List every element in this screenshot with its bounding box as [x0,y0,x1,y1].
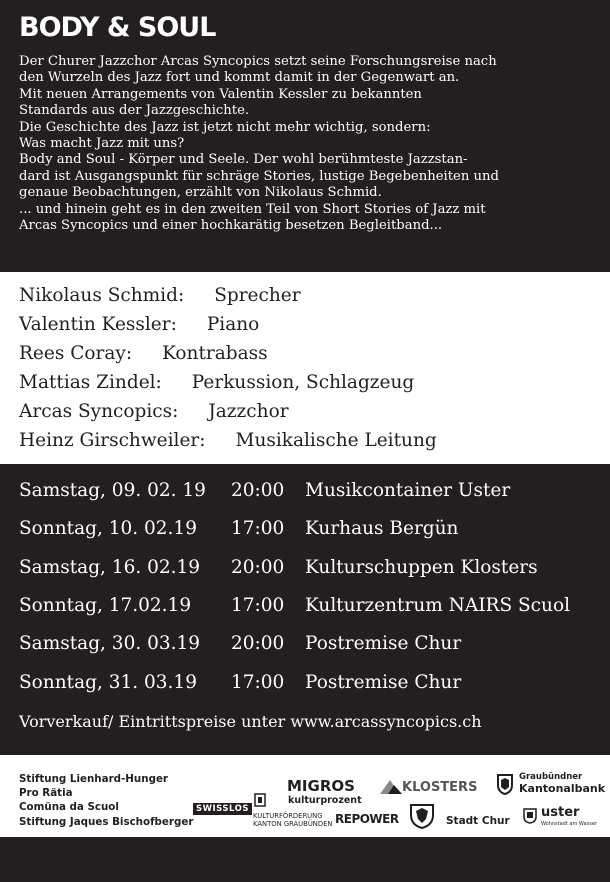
intro-line: Was macht Jazz mit uns? [19,136,185,152]
credit-role: Jazzchor [208,401,289,422]
sponsor-name: Comüna da Scuol [19,801,119,814]
event-venue: Kulturschuppen Klosters [305,557,538,578]
intro-line: Der Churer Jazzchor Arcas Syncopics setzt seine Forschungsreise nach [19,54,497,69]
intro-text [19,54,604,234]
intro-line: Standards aus der Jazzgeschichte. [19,103,250,119]
event-venue: Postremise Chur [305,633,462,654]
swisslos-mark-icon [253,792,267,808]
repower-logo: REPOWER [335,812,399,826]
migros-subtitle: kulturprozent [288,795,362,806]
event-time: 17:00 [231,672,285,693]
klosters-logo: KLOSTERS [402,780,478,795]
presale-link[interactable]: Vorverkauf/ Eintrittspreise unter www.arcassyncopics.ch [19,712,482,731]
event-time: 20:00 [231,557,285,578]
uster-subtitle: Wohnstadt am Wasser [541,821,597,827]
sponsor-name: Stiftung Lienhard-Hunger [19,773,169,785]
event-venue: Musikcontainer Uster [305,480,511,501]
swisslos-logo [193,796,251,814]
credit-name: Heinz Girschweiler: [19,430,206,451]
event-date: Sonntag, 31. 03.19 [19,672,197,693]
bottom-bar [0,837,610,882]
intro-line: Body and Soul - Körper und Seele. Der wohl berühmteste Jazzstan- [19,152,468,168]
credit-row [19,314,259,342]
intro-line: dard ist Ausgangspunkt für schräge Stories, lustige Begebenheiten und [19,168,499,184]
swisslos-text: SWISSLOS [193,803,252,815]
event-title: BODY & SOUL [19,12,216,43]
credit-row [19,285,301,313]
event-time: 20:00 [231,480,285,501]
sponsor-name: Pro Rätia [19,787,73,800]
intro-line: genaue Beobachtungen, erzählt von Nikolaus Schmid. [19,185,382,201]
credit-name: Rees Coray: [19,343,133,364]
sponsor-name: Stiftung Jaques Bischofberger [19,815,194,828]
intro-line: Arcas Syncopics und einer hochkarätig besetzen Begleitband... [19,218,443,234]
credit-name: Nikolaus Schmid: [19,285,185,306]
intro-line: den Wurzeln des Jazz fort und kommt damit in der Gegenwart an. [19,70,460,86]
credit-role: Musikalische Leitung [235,430,437,451]
kf-line2: KANTON GRAUBÜNDEN [253,820,333,828]
gkb-shield-icon [496,773,514,795]
credit-name: Arcas Syncopics: [19,401,179,422]
credit-role: Perkussion, Schlagzeug [191,372,415,393]
event-time: 17:00 [231,595,285,616]
event-date: Sonntag, 17.02.19 [19,595,192,616]
kf-line1: KULTURFÖRDERUNG [253,812,323,820]
intro-line: ... und hinein geht es in den zweiten Teil von Short Stories of Jazz mit [19,201,486,217]
sponsor-list [19,772,193,829]
credit-row [19,401,289,429]
credit-row [19,343,268,371]
gkb-line1: Graubündner [519,772,583,782]
coat-of-arms-icon [408,803,436,829]
gkb-line2: Kantonalbank [519,782,606,795]
credit-row [19,372,414,400]
credit-role: Kontrabass [162,343,268,364]
stadt-chur-logo: Stadt Chur [446,815,510,827]
event-venue: Kulturzentrum NAIRS Scuol [305,595,571,616]
migros-logo: MIGROS [287,777,355,795]
credit-role: Piano [206,314,260,335]
klosters-triangle-icon [378,779,404,795]
event-venue: Postremise Chur [305,672,462,693]
event-venue: Kurhaus Bergün [305,518,459,539]
credit-name: Valentin Kessler: [19,314,177,335]
event-time: 20:00 [231,633,285,654]
intro-line: Mit neuen Arrangements von Valentin Kessler zu bekannten [19,86,422,102]
dates-section [0,464,610,754]
intro-section [0,0,610,272]
event-date: Samstag, 30. 03.19 [19,633,201,654]
kulturfoerderung-logo [253,812,333,828]
sponsors-section [0,755,610,837]
uster-shield-icon [523,808,537,824]
event-time: 17:00 [231,518,285,539]
credit-role: Sprecher [214,285,301,306]
credit-row [19,430,437,458]
event-date: Samstag, 16. 02.19 [19,557,201,578]
credits-section [0,272,610,464]
credit-name: Mattias Zindel: [19,372,162,393]
event-date: Samstag, 09. 02. 19 [19,480,206,501]
intro-line: Die Geschichte des Jazz ist jetzt nicht mehr wichtig, sondern: [19,119,431,135]
event-date: Sonntag, 10. 02.19 [19,518,197,539]
uster-logo: uster [541,805,580,820]
